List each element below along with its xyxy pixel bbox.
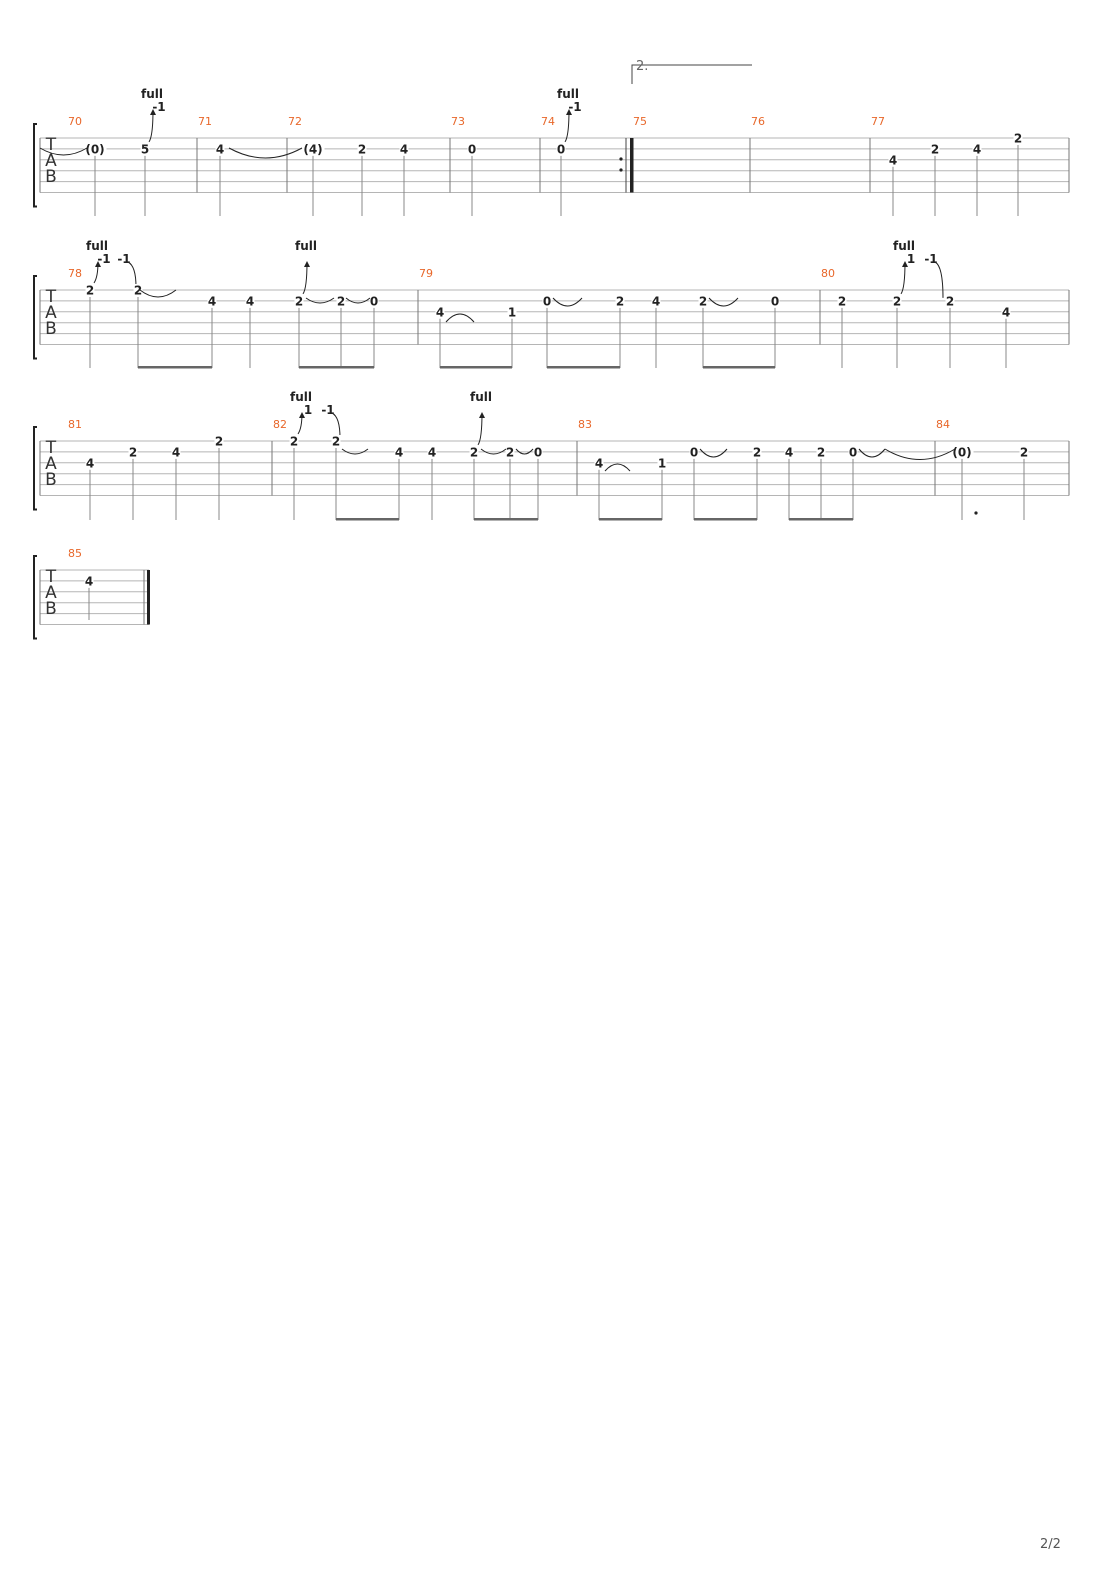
fret-number: (4) xyxy=(303,142,323,157)
tie-arc xyxy=(700,449,727,457)
measure-number: 73 xyxy=(451,115,465,128)
bend-value-label: -1 xyxy=(97,252,111,266)
tie-arc xyxy=(885,449,955,460)
measure-number: 85 xyxy=(68,547,82,560)
note-beam xyxy=(299,366,374,369)
measure-number: 82 xyxy=(273,418,287,431)
measure-number: 77 xyxy=(871,115,885,128)
measure-number: 84 xyxy=(936,418,950,431)
note-beam xyxy=(336,518,399,521)
repeat-barline xyxy=(630,138,634,193)
repeat-dot xyxy=(619,157,622,160)
fret-number: 4 xyxy=(651,294,661,309)
system-bracket xyxy=(34,124,37,207)
fret-number: 4 xyxy=(84,574,94,589)
fret-number: 0 xyxy=(770,294,780,309)
fret-number: 4 xyxy=(594,456,604,471)
bend-value-label: -1 xyxy=(117,252,131,266)
tab-clef-letter: A xyxy=(45,454,57,474)
bend-label: full xyxy=(86,239,108,253)
tie-arc xyxy=(140,290,176,297)
note-beam xyxy=(138,366,212,369)
fret-number: 4 xyxy=(394,445,404,460)
fret-number: 4 xyxy=(85,456,95,471)
fret-number: 1 xyxy=(657,456,667,471)
fret-number: 2 xyxy=(214,434,224,449)
fret-number: 2 xyxy=(469,445,479,460)
tab-clef-letter: T xyxy=(45,135,57,155)
measure-number: 78 xyxy=(68,267,82,280)
fret-number: 2 xyxy=(294,294,304,309)
note-beam xyxy=(694,518,757,521)
fret-number: 2 xyxy=(816,445,826,460)
fret-number: 0 xyxy=(533,445,543,460)
system-bracket xyxy=(34,556,37,639)
fret-number: 2 xyxy=(837,294,847,309)
note-beam xyxy=(599,518,662,521)
fret-number: 0 xyxy=(467,142,477,157)
bend-label: full xyxy=(557,87,579,101)
tab-clef-letter: B xyxy=(45,599,57,619)
measure-number: 76 xyxy=(751,115,765,128)
tie-arc xyxy=(709,298,738,306)
note-beam xyxy=(789,518,853,521)
bend-label: full xyxy=(295,239,317,253)
fret-number: 0 xyxy=(689,445,699,460)
measure-number: 83 xyxy=(578,418,592,431)
fret-number: (0) xyxy=(952,445,972,460)
measure-number: 74 xyxy=(541,115,555,128)
fret-number: 4 xyxy=(171,445,181,460)
bend-value-label: 1 xyxy=(906,252,916,266)
note-beam xyxy=(547,366,620,369)
tab-system xyxy=(34,547,150,639)
tie-arc xyxy=(446,314,474,322)
bend-release-label: -1 xyxy=(568,100,582,114)
measure-number: 79 xyxy=(419,267,433,280)
tab-clef-letter: T xyxy=(45,287,57,307)
fret-number: 0 xyxy=(542,294,552,309)
bend-arrowhead xyxy=(304,261,310,267)
tab-system xyxy=(34,390,1069,521)
tab-clef-letter: A xyxy=(45,583,57,603)
fret-number: 0 xyxy=(369,294,379,309)
tab-clef-letter: B xyxy=(45,470,57,490)
fret-number: 4 xyxy=(427,445,437,460)
bend-value-label: -1 xyxy=(924,252,938,266)
tab-clef-letter: B xyxy=(45,319,57,339)
system-bracket xyxy=(34,276,37,359)
fret-number: 4 xyxy=(399,142,409,157)
measure-number: 81 xyxy=(68,418,82,431)
tab-clef-letter: T xyxy=(45,438,57,458)
fret-number: 4 xyxy=(435,305,445,320)
measure-number: 75 xyxy=(633,115,647,128)
fret-number: 4 xyxy=(888,153,898,168)
measure-number: 71 xyxy=(198,115,212,128)
fret-number: 4 xyxy=(1001,305,1011,320)
tie-arc xyxy=(229,148,302,158)
fret-number: 2 xyxy=(336,294,346,309)
fret-number: (0) xyxy=(85,142,105,157)
bend-arrowhead xyxy=(479,412,485,418)
bend-label: full xyxy=(470,390,492,404)
dotted-note-dot xyxy=(974,511,977,514)
fret-number: 2 xyxy=(1019,445,1029,460)
fret-number: 4 xyxy=(245,294,255,309)
volta-label: 2. xyxy=(636,59,649,74)
fret-number: 2 xyxy=(289,434,299,449)
tie-arc xyxy=(553,298,582,306)
fret-number: 4 xyxy=(215,142,225,157)
volta-bracket xyxy=(632,65,752,84)
tab-clef-letter: T xyxy=(45,567,57,587)
tab-clef-letter: B xyxy=(45,167,57,187)
measure-number: 80 xyxy=(821,267,835,280)
fret-number: 2 xyxy=(892,294,902,309)
fret-number: 4 xyxy=(207,294,217,309)
system-bracket xyxy=(34,427,37,510)
fret-number: 5 xyxy=(140,142,150,157)
fret-number: 2 xyxy=(357,142,367,157)
measure-number: 70 xyxy=(68,115,82,128)
fret-number: 2 xyxy=(930,142,940,157)
fret-number: 2 xyxy=(505,445,515,460)
tab-clef-letter: A xyxy=(45,151,57,171)
tab-clef-letter: A xyxy=(45,303,57,323)
fret-number: 4 xyxy=(784,445,794,460)
bend-value-label: 1 xyxy=(303,403,313,417)
fret-number: 2 xyxy=(85,283,95,298)
repeat-dot xyxy=(619,168,622,171)
fret-number: 2 xyxy=(1013,131,1023,146)
note-beam xyxy=(703,366,775,369)
fret-number: 2 xyxy=(945,294,955,309)
fret-number: 2 xyxy=(128,445,138,460)
tie-arc xyxy=(859,449,885,457)
fret-number: 0 xyxy=(848,445,858,460)
fret-number: 2 xyxy=(615,294,625,309)
page-number: 2/2 xyxy=(1040,1537,1061,1552)
fret-number: 4 xyxy=(972,142,982,157)
tie-arc xyxy=(605,464,630,471)
bend-label: full xyxy=(290,390,312,404)
note-beam xyxy=(474,518,538,521)
bend-label: full xyxy=(141,87,163,101)
final-barline xyxy=(147,570,150,625)
bend-release-label: -1 xyxy=(152,100,166,114)
measure-number: 72 xyxy=(288,115,302,128)
fret-number: 0 xyxy=(556,142,566,157)
fret-number: 2 xyxy=(331,434,341,449)
fret-number: 2 xyxy=(133,283,143,298)
fret-number: 2 xyxy=(698,294,708,309)
bend-value-label: -1 xyxy=(321,403,335,417)
note-beam xyxy=(440,366,512,369)
fret-number: 2 xyxy=(752,445,762,460)
tab-system xyxy=(34,239,1069,369)
fret-number: 1 xyxy=(507,305,517,320)
tab-system xyxy=(34,87,1069,216)
bend-label: full xyxy=(893,239,915,253)
bend-release-arrow xyxy=(935,262,943,298)
